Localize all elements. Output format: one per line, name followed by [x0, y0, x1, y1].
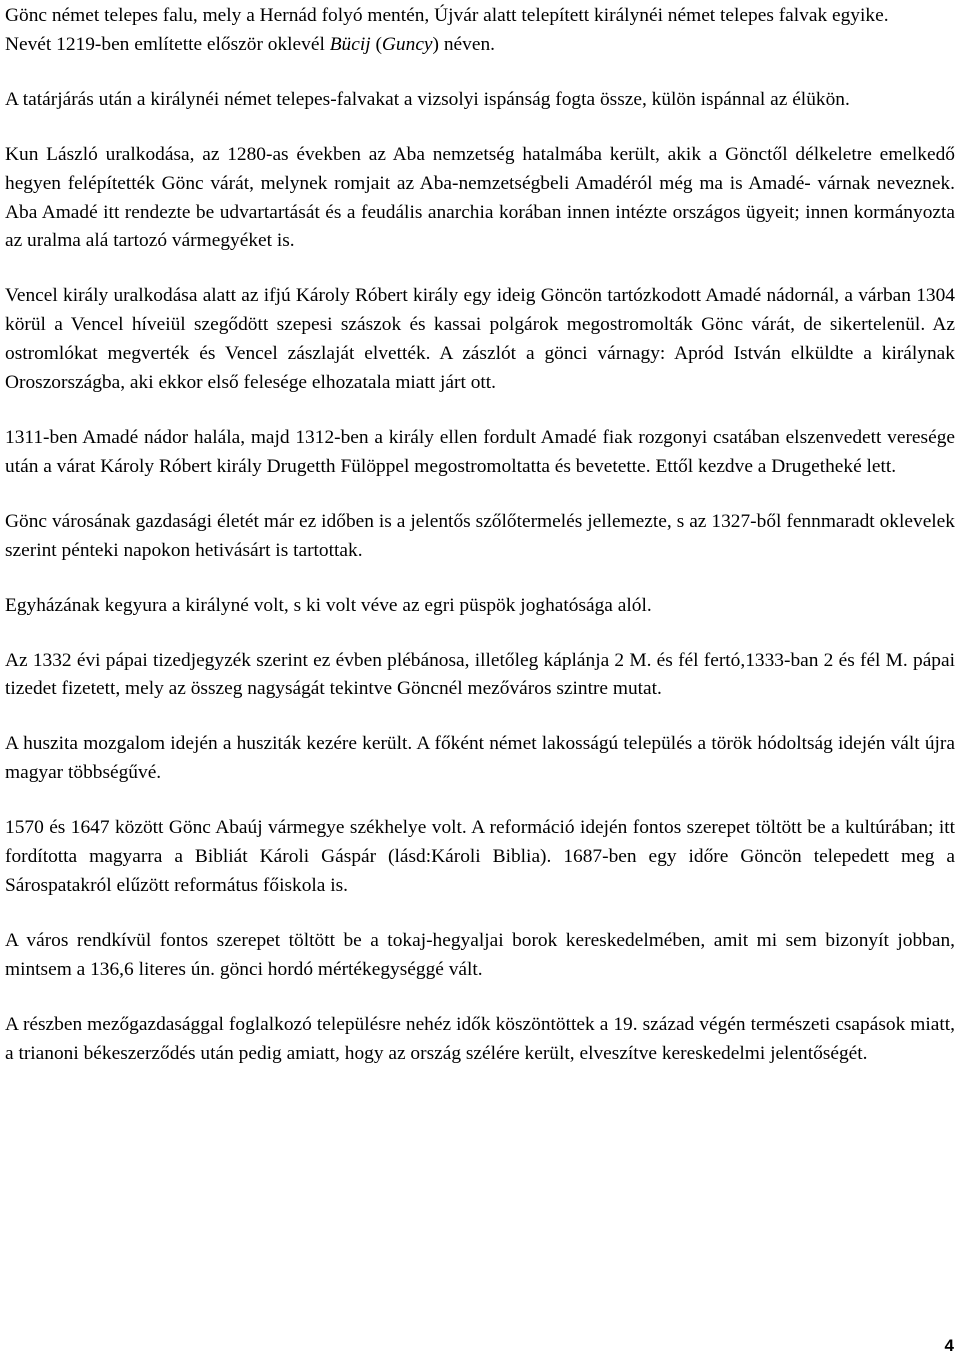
paragraph-intro-2-pre: Nevét 1219-ben említette először oklevél	[5, 33, 330, 55]
paragraph-kun-laszlo: Kun László uralkodása, az 1280-as években az Aba nemzetség hatalmába került, akik a Gönctől délkeletre emelkedő hegyen felépítették Gönc várát, melynek romjait az Aba-nemzetségbeli Amadéról még ma is Amadé- várnak neveznek. Aba Amadé itt rendezte be udvartartását és a feudális anarchia korában innen intézte országos ügyeit; innen kormányozta az uralma alá tartozó vármegyéket is.	[5, 143, 955, 252]
paragraph-egyhaz: Egyházának kegyura a királyné volt, s ki volt véve az egri püspök joghatósága alól.	[5, 594, 652, 616]
paragraph-huszita: A huszita mozgalom idején a husziták kezére került. A főként német lakosságú település a török hódoltság idején vált újra magyar többségűvé.	[5, 733, 955, 784]
paragraph-tatarjaras: A tatárjárás után a királynéi német telepes-falvakat a vizsolyi ispánság fogta össze, külön ispánnal az élükön.	[5, 88, 850, 110]
page-number: 4	[944, 1336, 954, 1355]
paragraph-intro-2	[5, 31, 955, 60]
document-body	[5, 2, 955, 1094]
paragraph-1570: 1570 és 1647 között Gönc Abaúj vármegye székhelye volt. A reformáció idején fontos szerepet töltött be a kultúrában; itt fordította magyarra a Bibliát Károli Gáspár (lásd:Károli Biblia). 1687-ben egy időre Göncön telepedett meg a Sárospatakról elűzött református főiskola is.	[5, 817, 955, 896]
paragraph-vencel: Vencel király uralkodása alatt az ifjú Károly Róbert király egy ideig Göncön tartózkodott Amadé nádornál, a várban 1304 körül a Vencel híveiül szegődött szepesi szászok és kassai polgárok megostromolták Gönc várát, de sikertelenül. Az ostromlókat megverték és Vencel zászlaját elvették. A zászlót a gönci várnagy: Apród István elküldte a királynak Oroszországba, aki ekkor első felesége elhozatala miatt járt ott.	[5, 285, 955, 394]
paragraph-intro-2-name-2: Guncy	[381, 33, 433, 55]
paragraph-intro-1: Gönc német telepes falu, mely a Hernád folyó mentén, Újvár alatt telepített királynéi német telepes falvak egyike.	[5, 5, 889, 26]
paragraph-gazdasagi-elet: Gönc városának gazdasági életét már ez időben is a jelentős szőlőtermelés jellemezte, s az 1327-ből fennmaradt oklevelek szerint pénteki napokon hetivásárt is tartottak.	[5, 510, 955, 561]
paragraph-tokaj: A város rendkívül fontos szerepet töltött be a tokaj-hegyaljai borok kereskedelmében, amit mi sem bizonyít jobban, mintsem a 136,6 literes ún. gönci hordó mértékegységgé vált.	[5, 929, 955, 980]
paragraph-intro-2-mid: (	[370, 33, 382, 55]
paragraph-intro-2-post: ) néven.	[432, 33, 495, 55]
paragraph-1311: 1311-ben Amadé nádor halála, majd 1312-ben a király ellen fordult Amadé fiak rozgonyi csatában elszenvedett veresége után a várat Károly Róbert király Drugetth Fülöppel megostromoltatta és bevetette. Ettől kezdve a Drugetheké lett.	[5, 426, 955, 477]
paragraph-19-szazad: A részben mezőgazdasággal foglalkozó településre nehéz idők köszöntöttek a 19. század végén természeti csapások miatt, a trianoni békeszerződés után pedig amiatt, hogy az ország szélére került, elveszítve kereskedelmi jelentőségét.	[5, 1013, 955, 1064]
paragraph-papai-tized: Az 1332 évi pápai tizedjegyzék szerint ez évben plébánosa, illetőleg káplánja 2 M. és fél fertó,1333-ban 2 és fél M. pápai tizedet fizetett, mely az összeg nagyságát tekintve Göncnél mezőváros szintre mutat.	[5, 649, 955, 700]
paragraph-intro-2-name-1: Bücij	[329, 33, 371, 55]
